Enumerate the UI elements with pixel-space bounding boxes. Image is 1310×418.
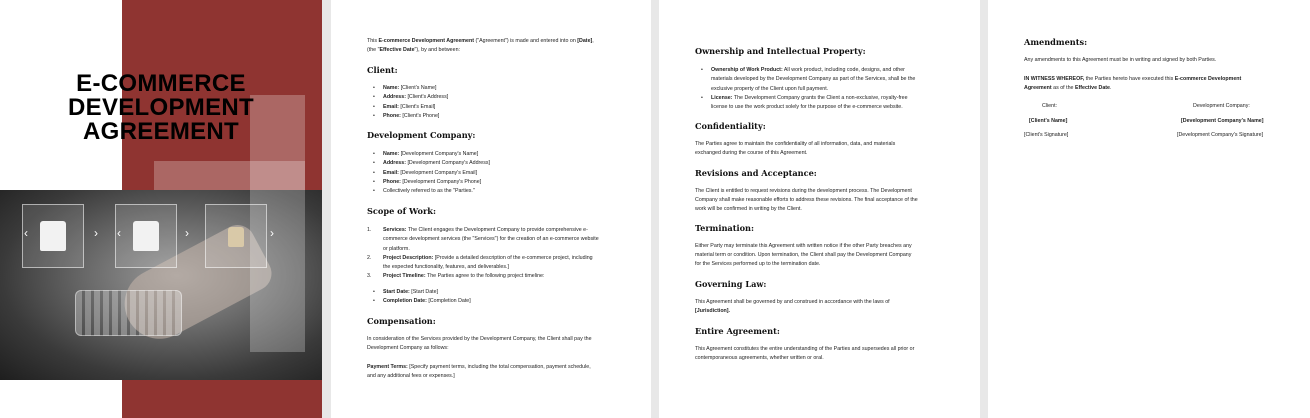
chevron-left-icon: ‹ [24, 226, 28, 240]
company-signature: [Development Company's Signature] [1177, 132, 1264, 138]
list-item: • Ownership of Work Product: All work product, including code, designs, and other materials developed by the Development Company as part of the Services, shall be the exclusive property of the Client upon full payment. [695, 66, 950, 94]
company-name: [Development Company's Name] [1181, 118, 1264, 124]
list-item: • Phone: [Development Company's Phone] [367, 178, 621, 187]
chevron-left-icon: ‹ [117, 226, 121, 240]
cover-title-line-3: AGREEMENT [82, 118, 240, 145]
product-card-2 [115, 204, 177, 268]
cover-overlay-horizontal [154, 161, 305, 190]
company-signature-label: Development Company: [1193, 103, 1250, 109]
amendments-heading: Amendments: [1024, 37, 1088, 47]
chevron-right-icon: › [94, 226, 98, 240]
payment-terms-paragraph: Payment Terms: [Specify payment terms, including the total compensation, payment schedule, and any additional fees or expenses.] [367, 364, 591, 379]
intro-effective-date: Effective Date [379, 47, 415, 53]
scope-list [367, 226, 621, 282]
list-item: 3. Project Timeline: The Parties agree to the following project timeline: [367, 273, 545, 280]
intro-text: ("Agreement") is made and entered into on [473, 38, 578, 44]
witness-paragraph: IN WITNESS WHEREOF, the Parties hereto have executed this E-commerce Development Agreement as of the Effective Date. [1024, 76, 1242, 91]
confidentiality-heading: Confidentiality: [695, 121, 766, 131]
governing-law-paragraph: This Agreement shall be governed by and construed in accordance with the laws of [Jurisdiction]. [695, 299, 890, 314]
bag-icon [228, 227, 244, 247]
list-item: • Start Date: [Start Date] [367, 288, 621, 297]
list-item: • Address: [Development Company's Address] [367, 159, 621, 168]
cover-title-line-2: DEVELOPMENT [68, 94, 254, 121]
ip-heading: Ownership and Intellectual Property: [695, 46, 866, 56]
shirt-icon [133, 221, 159, 251]
intro-text: , [592, 38, 594, 44]
revisions-paragraph: The Client is entitled to request revisions during the development process. The Development Company shall make reasonable efforts to address these revisions. The final acceptance of the work will be confirmed in writing by the Client. [695, 188, 918, 212]
keyboard-image [75, 290, 182, 336]
compensation-heading: Compensation: [367, 316, 436, 326]
client-name: [Client's Name] [1029, 118, 1068, 124]
list-item: • Email: [Client's Email] [367, 103, 621, 112]
client-signature: [Client's Signature] [1024, 132, 1069, 138]
list-item: • License: The Development Company grants the Client a non-exclusive, royalty-free license to use the work product solely for the purpose of the e-commerce website. [695, 94, 950, 113]
list-item: • Name: [Development Company's Name] [367, 150, 621, 159]
list-item: • Email: [Development Company's Email] [367, 169, 621, 178]
intro-text: This [367, 38, 379, 44]
intro-agreement-name: E-commerce Development Agreement [378, 38, 474, 44]
intro-paragraph [367, 37, 621, 55]
list-item: • Address: [Client's Address] [367, 93, 621, 102]
dev-company-heading: Development Company: [367, 130, 476, 140]
intro-text: (the " [367, 47, 380, 53]
chevron-right-icon: › [185, 226, 189, 240]
cover-page [0, 0, 322, 418]
client-heading: Client: [367, 65, 398, 75]
timeline-list [367, 288, 621, 307]
client-list [367, 84, 621, 121]
list-item: • Name: [Client's Name] [367, 84, 621, 93]
ip-list [695, 66, 950, 112]
product-card-1 [22, 204, 84, 268]
intro-date: [Date] [577, 38, 593, 44]
page-4 [988, 0, 1310, 418]
compensation-paragraph: In consideration of the Services provided by the Development Company, the Client shall pay the Development Company as follows: [367, 336, 592, 351]
scope-heading: Scope of Work: [367, 206, 436, 216]
cover-title-line-1: E-COMMERCE [76, 70, 246, 97]
page-3 [659, 0, 980, 418]
amendments-paragraph: Any amendments to this Agreement must be in writing and signed by both Parties. [1024, 57, 1217, 63]
list-item: 1. Services: The Client engages the Development Company to provide comprehensive e- commerce development services (the "Services") for the creation of an e-commerce website or platform. [367, 227, 599, 252]
termination-paragraph: Either Party may terminate this Agreement with written notice if the other Party breaches any material term or condition. Upon termination, the Client shall pay the Development Company for the Services performed up to the termination date. [695, 243, 912, 267]
client-signature-label: Client: [1042, 103, 1058, 109]
governing-law-heading: Governing Law: [695, 279, 767, 289]
page-2 [331, 0, 651, 418]
intro-text: "), by and between: [414, 47, 460, 53]
shirt-icon [40, 221, 66, 251]
list-item: • Phone: [Client's Phone] [367, 112, 621, 121]
list-item: • Completion Date: [Completion Date] [367, 297, 621, 306]
list-item: • Collectively referred to as the "Parties." [367, 187, 621, 196]
revisions-heading: Revisions and Acceptance: [695, 168, 817, 178]
list-item: 2. Project Description: [Provide a detailed description of the e-commerce project, including the expected functionality, features, and deliverables.] [367, 254, 593, 271]
chevron-right-icon: › [270, 226, 274, 240]
termination-heading: Termination: [695, 223, 755, 233]
entire-agreement-paragraph: This Agreement constitutes the entire understanding of the Parties and supersedes all prior or contemporaneous agreements, whether written or oral. [695, 346, 915, 361]
entire-agreement-heading: Entire Agreement: [695, 326, 780, 336]
confidentiality-paragraph: The Parties agree to maintain the confidentiality of all information, data, and materials exchanged during the course of this Agreement. [695, 141, 896, 156]
cover-title [0, 72, 322, 144]
dev-company-list [367, 150, 621, 196]
